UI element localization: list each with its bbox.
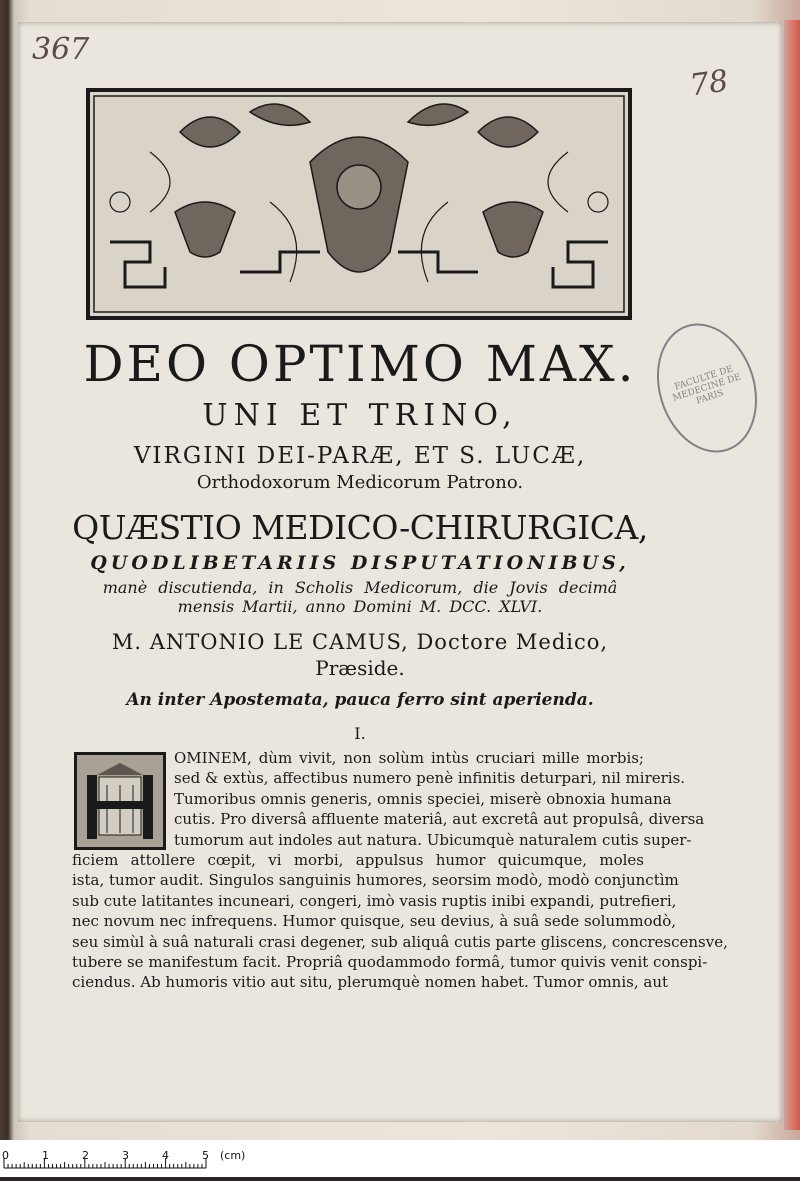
body-line: tubere se manifestum facit. Propriâ quodammodo formâ, tumor quivis venit conspi- [72,953,708,972]
praeses-line-1: M. ANTONIO LE CAMUS, Doctore Medico, [111,630,609,654]
measurement-scale [0,1140,800,1177]
library-stamp-text: FACULTE DE MEDECINE DE PARIS [671,364,743,407]
body-text [72,748,728,993]
body-line: sed & extùs, affectibus numero penè infinitis deturpari, nil mireris. [174,769,686,788]
scale-unit: (cm) [220,1149,246,1162]
dedication-line-2: UNI ET TRINO, [202,398,518,433]
scale-label-3: 3 [122,1149,129,1162]
body-line: seu simùl à suâ naturali crasi degener, sub aliquâ cutis parte gliscens, concrescensve, [72,932,728,951]
dedication-line-1: DEO OPTIMO MAX. [83,335,637,393]
body-line: Tumoribus omnis generis, omnis speciei, miserè obnoxia humana [174,789,672,808]
scale-label-0: 0 [2,1149,9,1162]
praeses-line-2: Præside. [315,656,405,680]
body-line: cutis. Pro diversâ affluente materiâ, aut excretâ aut propulsâ, diversa [174,810,705,829]
folio-number-right: 78 [687,63,731,104]
thesis-question: An inter Apostemata, pauca ferro sint aperienda. [126,690,594,710]
scale-label-5: 5 [202,1149,209,1162]
folio-number-left: 367 [32,32,90,67]
scale-label-2: 2 [82,1149,89,1162]
dedication-line-3: VIRGINI DEI-PARÆ, ET S. LUCÆ, [133,443,587,469]
page-edge-red [784,20,800,1130]
headpiece-engraving-icon [90,92,628,316]
section-numeral: I. [354,724,366,743]
scale-label-1: 1 [42,1149,49,1162]
ornamental-headpiece [86,88,632,320]
body-line: tumorum aut indoles aut natura. Ubicumquè naturalem cutis super- [174,830,692,849]
body-line: ficiem attollere cœpit, vi morbi, appulsus humor quicumque, moles [72,851,644,870]
disputation-line-1: QUODLIBETARIIS DISPUTATIONIBUS, [90,552,630,574]
dedication-line-4: Orthodoxorum Medicorum Patrono. [196,472,524,493]
disputation-line-3: mensis Martii, anno Domini M. DCC. XLVI. [177,597,543,616]
body-line: ciendus. Ab humoris vitio aut situ, plerumquè nomen habet. Tumor omnis, aut [72,973,669,992]
scale-label-4: 4 [162,1149,169,1162]
quaestio-heading: QUÆSTIO MEDICO-CHIRURGICA, [72,508,648,547]
disputation-line-2: manè discutienda, in Scholis Medicorum, die Jovis decimâ [102,578,618,597]
body-line: OMINEM, dùm vivit, non solùm intùs cruciari mille morbis; [174,749,644,767]
body-line: nec novum nec infrequens. Humor quisque, seu devius, à suâ sede solummodò, [72,912,677,931]
body-line: ista, tumor audit. Singulos sanguinis humores, seorsim modò, modò conjunctìm [72,871,679,890]
body-line: sub cute latitantes incuneari, congeri, imò vasis ruptis inibi expandi, putrefieri, [72,891,677,910]
